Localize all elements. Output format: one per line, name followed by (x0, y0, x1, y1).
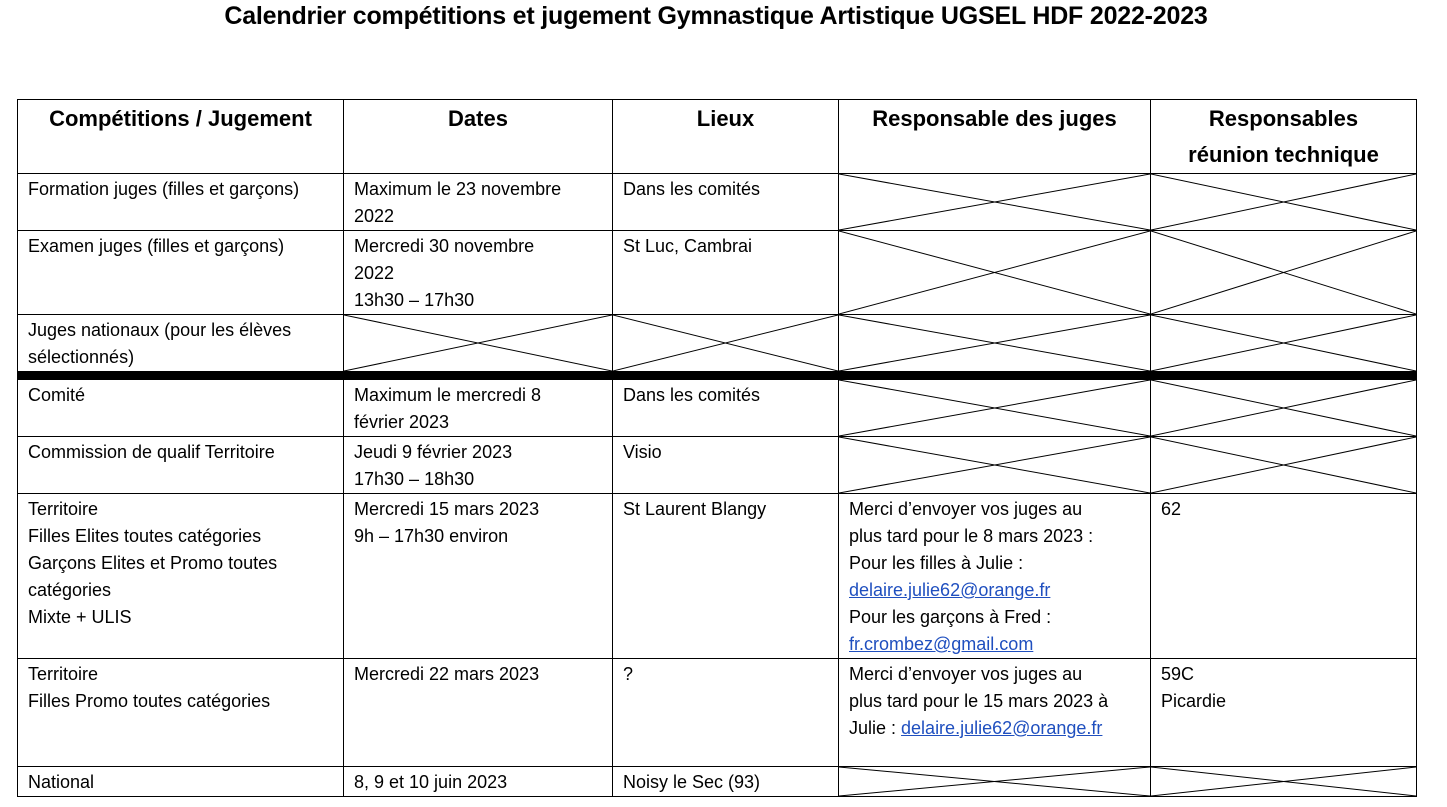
cell-dates (344, 494, 613, 659)
text-line: Commission de qualif Territoire (28, 442, 275, 462)
text-line: ? (623, 664, 634, 684)
text-line: 9h – 17h30 environ (354, 526, 509, 546)
header-responsable-juges: Responsable des juges (839, 100, 1151, 174)
email-link-julie[interactable]: delaire.julie62@orange.fr (849, 580, 1051, 600)
text-line: Dans les comités (623, 179, 761, 199)
text-line: Pour les garçons à Fred : (849, 607, 1052, 627)
cell-lieux (613, 231, 839, 315)
text-line: plus tard pour le 8 mars 2023 : (849, 526, 1094, 546)
cell-competition (18, 659, 344, 767)
text-line: Mixte + ULIS (28, 607, 132, 627)
text-line: 59C (1161, 664, 1195, 684)
crossed-empty-cell (839, 315, 1151, 372)
email-line (849, 631, 1141, 658)
cell-lieux (613, 659, 839, 767)
cell-lieux (613, 494, 839, 659)
text-line: Maximum le 23 novembre (354, 179, 562, 199)
email-link-fred[interactable]: fr.crombez@gmail.com (849, 634, 1034, 654)
text-line: Juges nationaux (pour les élèves (28, 320, 292, 340)
cell-competition (18, 231, 344, 315)
crossed-empty-cell (839, 767, 1151, 797)
header-lieux: Lieux (613, 100, 839, 174)
email-line (849, 577, 1141, 604)
cell-lieux (613, 437, 839, 494)
text-line: Filles Elites toutes catégories (28, 526, 262, 546)
crossed-empty-cell (1151, 315, 1417, 372)
cell-competition (18, 380, 344, 437)
text-line: Merci d’envoyer vos juges au (849, 499, 1083, 519)
page-title: Calendrier compétitions et jugement Gymnastique Artistique UGSEL HDF 2022-2023 (224, 2, 1208, 30)
cell-reunion (1151, 659, 1417, 767)
cell-dates (344, 437, 613, 494)
crossed-empty-cell (613, 315, 839, 372)
table-row (18, 231, 1417, 315)
text-line: St Laurent Blangy (623, 499, 767, 519)
text-line: Mercredi 22 mars 2023 (354, 664, 540, 684)
text-line: Comité (28, 385, 86, 405)
crossed-empty-cell (1151, 231, 1417, 315)
text-line: Dans les comités (623, 385, 761, 405)
table-row (18, 174, 1417, 231)
email-line (849, 715, 1141, 742)
section-separator (18, 372, 1417, 380)
text-line: Picardie (1161, 691, 1227, 711)
cell-dates (344, 659, 613, 767)
separator-bar (18, 372, 1417, 380)
cell-dates (344, 231, 613, 315)
cell-reunion (1151, 494, 1417, 659)
text-line: 17h30 – 18h30 (354, 469, 475, 489)
header-reunion-line2: réunion technique (1188, 142, 1379, 167)
email-link-julie[interactable]: delaire.julie62@orange.fr (901, 718, 1103, 738)
cell-responsable-juges (839, 494, 1151, 659)
text-line: National (28, 772, 95, 792)
crossed-empty-cell (344, 315, 613, 372)
cell-competition (18, 437, 344, 494)
text-line: plus tard pour le 15 mars 2023 à (849, 691, 1109, 711)
text-line: Territoire (28, 499, 99, 519)
cell-competition (18, 767, 344, 797)
cell-competition (18, 315, 344, 372)
text-line: Maximum le mercredi 8 (354, 385, 542, 405)
crossed-empty-cell (1151, 380, 1417, 437)
text-line: Territoire (28, 664, 99, 684)
header-reunion-line1: Responsables (1208, 106, 1359, 131)
text-line: sélectionnés) (28, 347, 135, 367)
text-line: Noisy le Sec (93) (623, 772, 761, 792)
text-line: Jeudi 9 février 2023 (354, 442, 513, 462)
crossed-empty-cell (1151, 767, 1417, 797)
cell-competition (18, 174, 344, 231)
text-line: St Luc, Cambrai (623, 236, 753, 256)
text-line: février 2023 (354, 412, 450, 432)
cell-dates (344, 767, 613, 797)
text-line: 62 (1161, 499, 1182, 519)
table-row (18, 315, 1417, 372)
cell-competition (18, 494, 344, 659)
crossed-empty-cell (839, 380, 1151, 437)
cell-lieux (613, 767, 839, 797)
text-line: Mercredi 30 novembre (354, 236, 535, 256)
text-line: Filles Promo toutes catégories (28, 691, 271, 711)
cell-dates (344, 380, 613, 437)
table-row (18, 767, 1417, 797)
header-row (18, 100, 1417, 174)
table-row (18, 437, 1417, 494)
text-line: 13h30 – 17h30 (354, 290, 475, 310)
crossed-empty-cell (839, 231, 1151, 315)
text-line: Visio (623, 442, 662, 462)
text-prefix: Julie : (849, 718, 902, 738)
text-line: Garçons Elites et Promo toutes (28, 553, 278, 573)
text-line: Pour les filles à Julie : (849, 553, 1024, 573)
crossed-empty-cell (839, 437, 1151, 494)
header-competitions: Compétitions / Jugement (18, 100, 344, 174)
crossed-empty-cell (1151, 437, 1417, 494)
text-line: Examen juges (filles et garçons) (28, 236, 285, 256)
text-line: 2022 (354, 206, 395, 226)
cell-lieux (613, 174, 839, 231)
cell-responsable-juges (839, 659, 1151, 767)
crossed-empty-cell (1151, 174, 1417, 231)
text-line: Formation juges (filles et garçons) (28, 179, 300, 199)
cell-dates (344, 174, 613, 231)
text-line: Merci d’envoyer vos juges au (849, 664, 1083, 684)
calendar-table (17, 99, 1417, 797)
crossed-empty-cell (839, 174, 1151, 231)
text-line: catégories (28, 580, 112, 600)
header-responsables-reunion (1151, 100, 1417, 174)
table-row (18, 659, 1417, 767)
header-dates: Dates (344, 100, 613, 174)
text-line: Mercredi 15 mars 2023 (354, 499, 540, 519)
text-line: 8, 9 et 10 juin 2023 (354, 772, 508, 792)
text-line: 2022 (354, 263, 395, 283)
table-row (18, 380, 1417, 437)
cell-lieux (613, 380, 839, 437)
table-row (18, 494, 1417, 659)
